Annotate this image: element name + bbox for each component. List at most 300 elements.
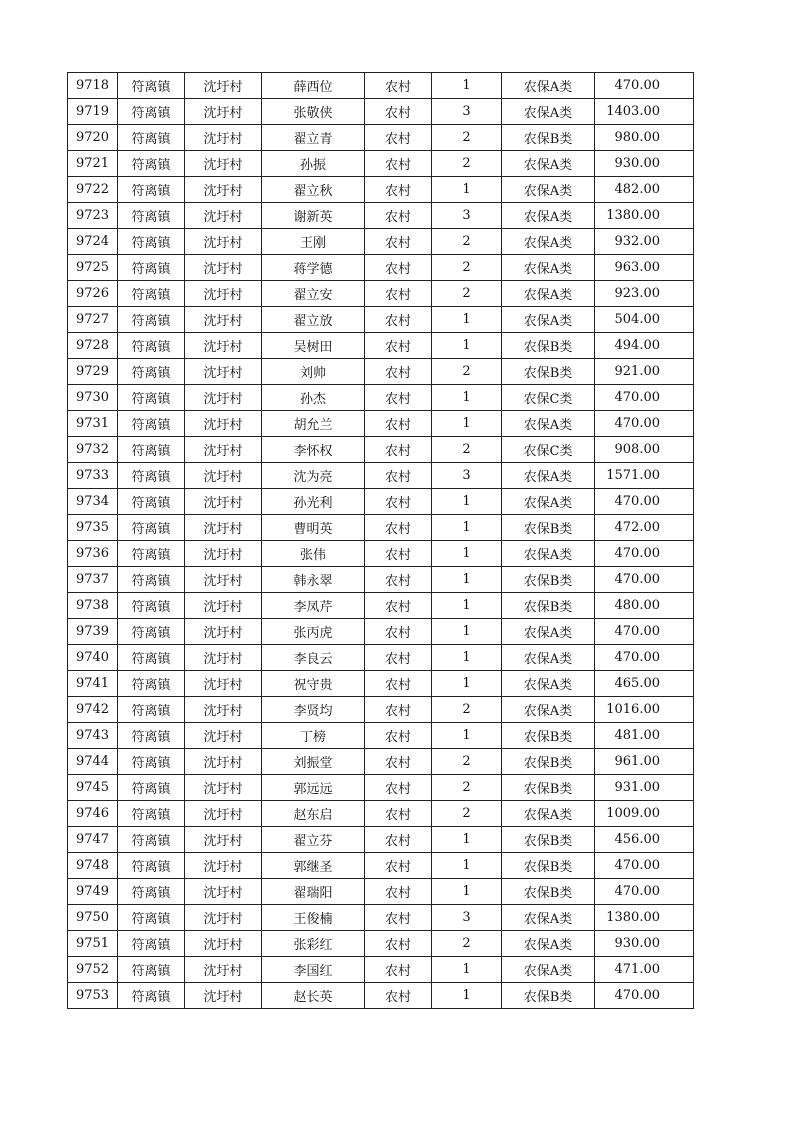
row-number: 9725 [68,255,118,281]
household-count-cell: 1 [432,957,502,983]
row-number: 9735 [68,515,118,541]
table-row [68,151,694,177]
name-cell: 孙振 [262,151,365,177]
town-cell: 符离镇 [118,619,185,645]
area-type-cell: 农村 [365,411,432,437]
table-row [68,905,694,931]
household-count-cell: 1 [432,619,502,645]
village-cell: 沈圩村 [185,671,262,697]
name-cell: 赵长英 [262,983,365,1009]
table-row [68,853,694,879]
amount-cell: 470.00 [595,541,694,567]
amount-cell: 470.00 [595,385,694,411]
table-row [68,489,694,515]
amount-cell: 1380.00 [595,905,694,931]
town-cell: 符离镇 [118,671,185,697]
area-type-cell: 农村 [365,281,432,307]
category-cell: 农保A类 [502,307,595,333]
name-cell: 李凤芹 [262,593,365,619]
town-cell: 符离镇 [118,229,185,255]
name-cell: 祝守贵 [262,671,365,697]
row-number: 9719 [68,99,118,125]
village-cell: 沈圩村 [185,957,262,983]
area-type-cell: 农村 [365,73,432,99]
table-row [68,593,694,619]
amount-cell: 470.00 [595,645,694,671]
area-type-cell: 农村 [365,333,432,359]
household-count-cell: 1 [432,489,502,515]
household-count-cell: 3 [432,99,502,125]
amount-cell: 470.00 [595,983,694,1009]
table-row [68,437,694,463]
amount-cell: 908.00 [595,437,694,463]
amount-cell: 930.00 [595,151,694,177]
table-row [68,203,694,229]
area-type-cell: 农村 [365,931,432,957]
town-cell: 符离镇 [118,411,185,437]
category-cell: 农保C类 [502,437,595,463]
area-type-cell: 农村 [365,983,432,1009]
name-cell: 李良云 [262,645,365,671]
row-number: 9720 [68,125,118,151]
amount-cell: 931.00 [595,775,694,801]
amount-cell: 481.00 [595,723,694,749]
category-cell: 农保A类 [502,801,595,827]
table-row [68,879,694,905]
village-cell: 沈圩村 [185,697,262,723]
row-number: 9752 [68,957,118,983]
category-cell: 农保B类 [502,567,595,593]
household-count-cell: 1 [432,177,502,203]
village-cell: 沈圩村 [185,827,262,853]
category-cell: 农保B类 [502,853,595,879]
amount-cell: 923.00 [595,281,694,307]
category-cell: 农保A类 [502,697,595,723]
amount-cell: 1571.00 [595,463,694,489]
row-number: 9726 [68,281,118,307]
town-cell: 符离镇 [118,645,185,671]
name-cell: 张敬侠 [262,99,365,125]
town-cell: 符离镇 [118,905,185,931]
household-count-cell: 2 [432,437,502,463]
amount-cell: 470.00 [595,567,694,593]
row-number: 9739 [68,619,118,645]
row-number: 9724 [68,229,118,255]
area-type-cell: 农村 [365,905,432,931]
row-number: 9743 [68,723,118,749]
town-cell: 符离镇 [118,515,185,541]
area-type-cell: 农村 [365,801,432,827]
village-cell: 沈圩村 [185,437,262,463]
name-cell: 郭远远 [262,775,365,801]
table-row [68,73,694,99]
town-cell: 符离镇 [118,151,185,177]
village-cell: 沈圩村 [185,385,262,411]
table-row [68,385,694,411]
table-row [68,255,694,281]
village-cell: 沈圩村 [185,619,262,645]
village-cell: 沈圩村 [185,229,262,255]
category-cell: 农保B类 [502,775,595,801]
name-cell: 刘振堂 [262,749,365,775]
amount-cell: 470.00 [595,853,694,879]
village-cell: 沈圩村 [185,931,262,957]
area-type-cell: 农村 [365,827,432,853]
household-count-cell: 1 [432,645,502,671]
category-cell: 农保A类 [502,671,595,697]
village-cell: 沈圩村 [185,723,262,749]
household-count-cell: 2 [432,359,502,385]
village-cell: 沈圩村 [185,541,262,567]
household-count-cell: 3 [432,463,502,489]
town-cell: 符离镇 [118,307,185,333]
table-row [68,411,694,437]
town-cell: 符离镇 [118,801,185,827]
category-cell: 农保A类 [502,99,595,125]
name-cell: 赵东启 [262,801,365,827]
table-row [68,333,694,359]
household-count-cell: 1 [432,411,502,437]
town-cell: 符离镇 [118,723,185,749]
amount-cell: 961.00 [595,749,694,775]
area-type-cell: 农村 [365,229,432,255]
row-number: 9747 [68,827,118,853]
town-cell: 符离镇 [118,697,185,723]
name-cell: 张彩红 [262,931,365,957]
amount-cell: 470.00 [595,489,694,515]
category-cell: 农保A类 [502,463,595,489]
name-cell: 孙光利 [262,489,365,515]
name-cell: 曹明英 [262,515,365,541]
category-cell: 农保A类 [502,957,595,983]
village-cell: 沈圩村 [185,203,262,229]
household-count-cell: 1 [432,853,502,879]
area-type-cell: 农村 [365,593,432,619]
amount-cell: 921.00 [595,359,694,385]
category-cell: 农保B类 [502,359,595,385]
table-body [68,73,694,1009]
table-row [68,281,694,307]
category-cell: 农保A类 [502,931,595,957]
row-number: 9721 [68,151,118,177]
table-row [68,671,694,697]
area-type-cell: 农村 [365,99,432,125]
table-row [68,749,694,775]
area-type-cell: 农村 [365,723,432,749]
table-row [68,229,694,255]
table-row [68,983,694,1009]
household-count-cell: 2 [432,931,502,957]
category-cell: 农保B类 [502,827,595,853]
village-cell: 沈圩村 [185,359,262,385]
area-type-cell: 农村 [365,541,432,567]
area-type-cell: 农村 [365,151,432,177]
town-cell: 符离镇 [118,99,185,125]
row-number: 9746 [68,801,118,827]
town-cell: 符离镇 [118,489,185,515]
name-cell: 刘帅 [262,359,365,385]
table-row [68,515,694,541]
category-cell: 农保B类 [502,723,595,749]
table-row [68,619,694,645]
table-row [68,177,694,203]
row-number: 9727 [68,307,118,333]
table-row [68,957,694,983]
category-cell: 农保B类 [502,749,595,775]
area-type-cell: 农村 [365,177,432,203]
name-cell: 薛西位 [262,73,365,99]
household-count-cell: 2 [432,125,502,151]
category-cell: 农保C类 [502,385,595,411]
household-count-cell: 1 [432,671,502,697]
table-row [68,723,694,749]
row-number: 9732 [68,437,118,463]
village-cell: 沈圩村 [185,281,262,307]
row-number: 9730 [68,385,118,411]
row-number: 9728 [68,333,118,359]
village-cell: 沈圩村 [185,151,262,177]
table-row [68,463,694,489]
category-cell: 农保A类 [502,619,595,645]
name-cell: 郭继圣 [262,853,365,879]
category-cell: 农保A类 [502,645,595,671]
area-type-cell: 农村 [365,437,432,463]
category-cell: 农保A类 [502,229,595,255]
name-cell: 张伟 [262,541,365,567]
name-cell: 李国红 [262,957,365,983]
household-count-cell: 1 [432,515,502,541]
town-cell: 符离镇 [118,385,185,411]
area-type-cell: 农村 [365,671,432,697]
category-cell: 农保B类 [502,593,595,619]
row-number: 9718 [68,73,118,99]
household-count-cell: 2 [432,281,502,307]
amount-cell: 470.00 [595,879,694,905]
row-number: 9745 [68,775,118,801]
town-cell: 符离镇 [118,775,185,801]
table-row [68,359,694,385]
town-cell: 符离镇 [118,749,185,775]
town-cell: 符离镇 [118,983,185,1009]
town-cell: 符离镇 [118,281,185,307]
household-count-cell: 1 [432,983,502,1009]
village-cell: 沈圩村 [185,489,262,515]
category-cell: 农保A类 [502,73,595,99]
amount-cell: 470.00 [595,619,694,645]
village-cell: 沈圩村 [185,333,262,359]
amount-cell: 472.00 [595,515,694,541]
area-type-cell: 农村 [365,255,432,281]
town-cell: 符离镇 [118,73,185,99]
category-cell: 农保B类 [502,333,595,359]
village-cell: 沈圩村 [185,853,262,879]
row-number: 9722 [68,177,118,203]
household-count-cell: 1 [432,879,502,905]
category-cell: 农保A类 [502,905,595,931]
village-cell: 沈圩村 [185,905,262,931]
village-cell: 沈圩村 [185,567,262,593]
household-count-cell: 1 [432,593,502,619]
village-cell: 沈圩村 [185,749,262,775]
village-cell: 沈圩村 [185,177,262,203]
row-number: 9723 [68,203,118,229]
name-cell: 翟瑞阳 [262,879,365,905]
amount-cell: 963.00 [595,255,694,281]
row-number: 9749 [68,879,118,905]
name-cell: 谢新英 [262,203,365,229]
row-number: 9740 [68,645,118,671]
area-type-cell: 农村 [365,567,432,593]
town-cell: 符离镇 [118,593,185,619]
town-cell: 符离镇 [118,957,185,983]
household-count-cell: 1 [432,385,502,411]
village-cell: 沈圩村 [185,99,262,125]
name-cell: 翟立秋 [262,177,365,203]
name-cell: 王俊楠 [262,905,365,931]
category-cell: 农保A类 [502,281,595,307]
village-cell: 沈圩村 [185,593,262,619]
category-cell: 农保B类 [502,983,595,1009]
area-type-cell: 农村 [365,385,432,411]
household-count-cell: 1 [432,827,502,853]
category-cell: 农保A类 [502,151,595,177]
town-cell: 符离镇 [118,359,185,385]
area-type-cell: 农村 [365,749,432,775]
amount-cell: 494.00 [595,333,694,359]
amount-cell: 1380.00 [595,203,694,229]
village-cell: 沈圩村 [185,645,262,671]
village-cell: 沈圩村 [185,801,262,827]
amount-cell: 1016.00 [595,697,694,723]
row-number: 9737 [68,567,118,593]
name-cell: 孙杰 [262,385,365,411]
amount-cell: 480.00 [595,593,694,619]
category-cell: 农保A类 [502,203,595,229]
table-row [68,125,694,151]
town-cell: 符离镇 [118,203,185,229]
name-cell: 翟立青 [262,125,365,151]
town-cell: 符离镇 [118,853,185,879]
row-number: 9753 [68,983,118,1009]
town-cell: 符离镇 [118,255,185,281]
row-number: 9733 [68,463,118,489]
category-cell: 农保B类 [502,879,595,905]
table-row [68,99,694,125]
area-type-cell: 农村 [365,879,432,905]
area-type-cell: 农村 [365,697,432,723]
subsidy-table [67,72,694,1009]
household-count-cell: 2 [432,749,502,775]
town-cell: 符离镇 [118,333,185,359]
name-cell: 胡允兰 [262,411,365,437]
row-number: 9729 [68,359,118,385]
category-cell: 农保A类 [502,489,595,515]
town-cell: 符离镇 [118,177,185,203]
village-cell: 沈圩村 [185,73,262,99]
row-number: 9734 [68,489,118,515]
area-type-cell: 农村 [365,307,432,333]
household-count-cell: 2 [432,151,502,177]
village-cell: 沈圩村 [185,411,262,437]
table-row [68,827,694,853]
amount-cell: 932.00 [595,229,694,255]
row-number: 9731 [68,411,118,437]
table-row [68,307,694,333]
amount-cell: 470.00 [595,73,694,99]
amount-cell: 482.00 [595,177,694,203]
area-type-cell: 农村 [365,853,432,879]
household-count-cell: 1 [432,541,502,567]
household-count-cell: 2 [432,255,502,281]
name-cell: 蒋学德 [262,255,365,281]
name-cell: 沈为亮 [262,463,365,489]
category-cell: 农保A类 [502,255,595,281]
town-cell: 符离镇 [118,827,185,853]
town-cell: 符离镇 [118,931,185,957]
row-number: 9751 [68,931,118,957]
household-count-cell: 1 [432,73,502,99]
town-cell: 符离镇 [118,567,185,593]
town-cell: 符离镇 [118,437,185,463]
name-cell: 丁榜 [262,723,365,749]
household-count-cell: 3 [432,905,502,931]
amount-cell: 470.00 [595,411,694,437]
table-row [68,541,694,567]
village-cell: 沈圩村 [185,307,262,333]
area-type-cell: 农村 [365,463,432,489]
area-type-cell: 农村 [365,489,432,515]
table-row [68,567,694,593]
row-number: 9738 [68,593,118,619]
household-count-cell: 1 [432,333,502,359]
household-count-cell: 2 [432,801,502,827]
village-cell: 沈圩村 [185,879,262,905]
household-count-cell: 1 [432,307,502,333]
area-type-cell: 农村 [365,775,432,801]
household-count-cell: 2 [432,229,502,255]
area-type-cell: 农村 [365,957,432,983]
town-cell: 符离镇 [118,463,185,489]
name-cell: 吴树田 [262,333,365,359]
amount-cell: 1009.00 [595,801,694,827]
row-number: 9742 [68,697,118,723]
village-cell: 沈圩村 [185,515,262,541]
name-cell: 王刚 [262,229,365,255]
village-cell: 沈圩村 [185,125,262,151]
amount-cell: 980.00 [595,125,694,151]
amount-cell: 456.00 [595,827,694,853]
row-number: 9750 [68,905,118,931]
area-type-cell: 农村 [365,203,432,229]
category-cell: 农保A类 [502,541,595,567]
amount-cell: 930.00 [595,931,694,957]
category-cell: 农保A类 [502,411,595,437]
row-number: 9736 [68,541,118,567]
table-row [68,801,694,827]
village-cell: 沈圩村 [185,463,262,489]
category-cell: 农保A类 [502,177,595,203]
area-type-cell: 农村 [365,125,432,151]
row-number: 9748 [68,853,118,879]
town-cell: 符离镇 [118,541,185,567]
area-type-cell: 农村 [365,515,432,541]
household-count-cell: 2 [432,775,502,801]
area-type-cell: 农村 [365,359,432,385]
category-cell: 农保B类 [502,125,595,151]
town-cell: 符离镇 [118,125,185,151]
household-count-cell: 1 [432,567,502,593]
amount-cell: 465.00 [595,671,694,697]
